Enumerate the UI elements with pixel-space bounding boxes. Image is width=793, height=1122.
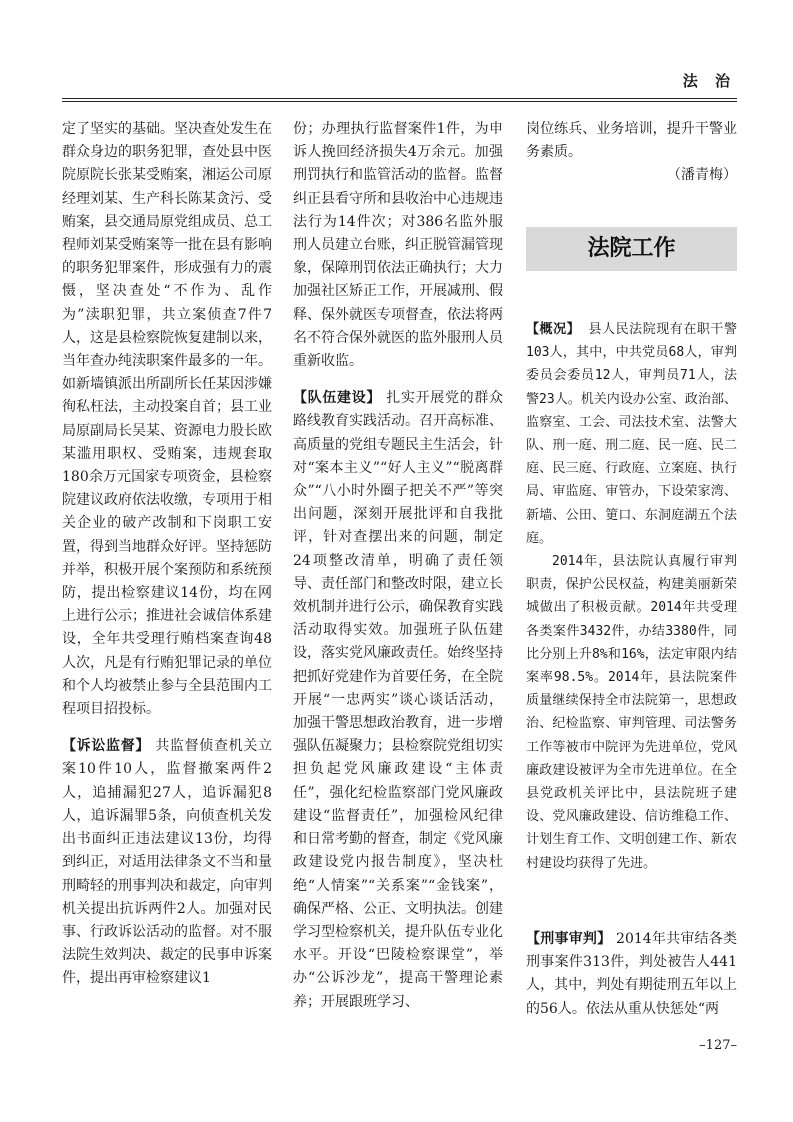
section-team-building xyxy=(293,387,503,1013)
section-litigation-supervision xyxy=(62,735,272,990)
body-paragraph: 岗位练兵、业务培训，提升干警业务素质。 xyxy=(526,121,737,161)
section-text: 共监督侦查机关立案10件10人，监督撤案两件2人，追捕漏犯27人，追诉漏犯8人，追诉漏罪5条，向侦查机关发出书面纠正违法建议13份，均得到纠正，对适用法律条文不当和量刑畸轻的刑事判决和裁定，向审判机关提出抗诉两件2人。加强对民事、行政诉讼活动的监督。对不服法院生效判决、裁定的民事申诉案件，提出再审检察建议1 xyxy=(62,738,273,987)
section-text: 2014年共审结各类刑事案件313件，判处被告人441人，其中，判处有期徒刑五年以上的56人。依法从重从快惩处“两 xyxy=(526,931,738,1017)
author-credit: （潘青梅） xyxy=(667,167,737,184)
body-paragraph: 份；办理执行监督案件1件，为申诉人挽回经济损失4万余元。加强刑罚执行和监管活动的监督。监督纠正县看守所和县收治中心违规违法行为14件次；对386名监外服刑人员建立台账，纠正脱管漏管现象，保障刑罚依法正确执行；大力加强社区矫正工作，开展减刑、假释、保外就医专项督查，依法将两名不符合保外就医的监外服刑人员重新收监。 xyxy=(293,121,503,370)
section-banner: 法院工作 xyxy=(526,227,737,271)
section-tag: 【诉讼监督】 xyxy=(62,738,151,755)
body-paragraph: 2014年，县法院认真履行审判职责，保护公民权益，构建美丽新荣城做出了积极贡献。2014年共受理各类案件3432件，办结3380件，同比分别上升8%和16%，法定审限内结案率98.5%。2014年，县法院案件质量继续保持全市法院第一，思想政治、纪检监察、审判管理、司法警务工作等被市中院评为先进单位，党风廉政建设被评为全市先进单位。在全县党政机关评比中，县法院班子建设、党风廉政建设、信访维稳工作、计划生育工作、文明创建工作、新农村建设均获得了先进。 xyxy=(526,554,737,871)
section-title: 法 治 xyxy=(682,72,736,90)
section-criminal-trial xyxy=(526,928,737,1021)
section-tag: 【概况】 xyxy=(526,322,581,337)
header-rule-secondary xyxy=(62,101,737,102)
header-rule xyxy=(62,98,737,99)
section-overview xyxy=(526,318,737,550)
body-paragraph: 定了坚实的基础。坚决查处发生在群众身边的职务犯罪，查处县中医院原院长张某受贿案，湘运公司原经理刘某、生产科长陈某贪污、受贿案，县交通局原党组成员、总工程师刘某受贿案等一批在县有影响的职务犯罪案件，形成强有力的震慑，坚决查处“不作为、乱作为”渎职犯罪，共立案侦查7件7人，这是县检察院恢复建制以来，当年查办纯渎职案件最多的一年。如新墙镇派出所副所长任某因涉嫌徇私枉法，主动投案自首；县工业局原副局长吴某、资源电力股长欧某滥用职权、受贿案，违规套取180余万元国家专项资金，县检察院建议政府依法收缴，专项用于相关企业的破产改制和下岗职工安置，得到当地群众好评。坚持惩防并举，积极开展个案预防和系统预防，提出检察建议14份，均在网上进行公示；推进社会诚信体系建设，全年共受理行贿档案查询48人次，凡是有行贿犯罪记录的单位和个人均被禁止参与全县范围内工程项目招投标。 xyxy=(62,121,272,718)
section-text: 扎实开展党的群众路线教育实践活动。召开高标准、高质量的党组专题民主生活会，针对“案本主义”“好人主义”“脱离群众”“八小时外圈子把关不严”等突出问题，深刻开展批评和自我批评，针对查摆出来的问题，制定24项整改清单，明确了责任领导、责任部门和整改时限，建立长效机制并进行公示，确保教育实践活动取得实效。加强班子队伍建设，落实党风廉政责任。始终坚持把抓好党建作为首要任务，在全院开展“一忠两实”谈心谈话活动，加强干警思想政治教育，进一步增强队伍凝聚力；县检察院党组切实担负起党风廉政建设“主体责任”，强化纪检监察部门党风廉政建设“监督责任”，加强检风纪律和日常考勤的督查，制定《党风廉政建设党内报告制度》，坚决杜绝“人情案”“关系案”“金钱案”，确保严格、公正、文明执法。创建学习型检察机关，提升队伍专业化水平。开设“巴陵检察课堂”，举办“公诉沙龙”，提高干警理论素养；开展跟班学习、 xyxy=(293,390,504,1010)
column-1 xyxy=(62,118,272,991)
column-3-court xyxy=(526,318,737,875)
section-tag: 【刑事审判】 xyxy=(526,931,612,947)
section-tag: 【队伍建设】 xyxy=(293,390,382,407)
page-number: –127– xyxy=(699,1038,737,1053)
section-text: 县人民法院现有在职干警103人，其中，中共党员68人，审判委员会委员12人，审判员71人，法警23人。机关内设办公室、政治部、监察室、工会、司法技术室、法警大队、刑一庭、刑二庭、民一庭、民二庭、民三庭、行政庭、立案庭、执行局、审监庭、审管办，下设荣家湾、新墙、公田、筻口、东洞庭湖五个法庭。 xyxy=(526,322,737,546)
column-3-criminal xyxy=(526,928,737,1021)
column-3-top xyxy=(526,118,737,188)
column-2 xyxy=(293,118,503,1014)
